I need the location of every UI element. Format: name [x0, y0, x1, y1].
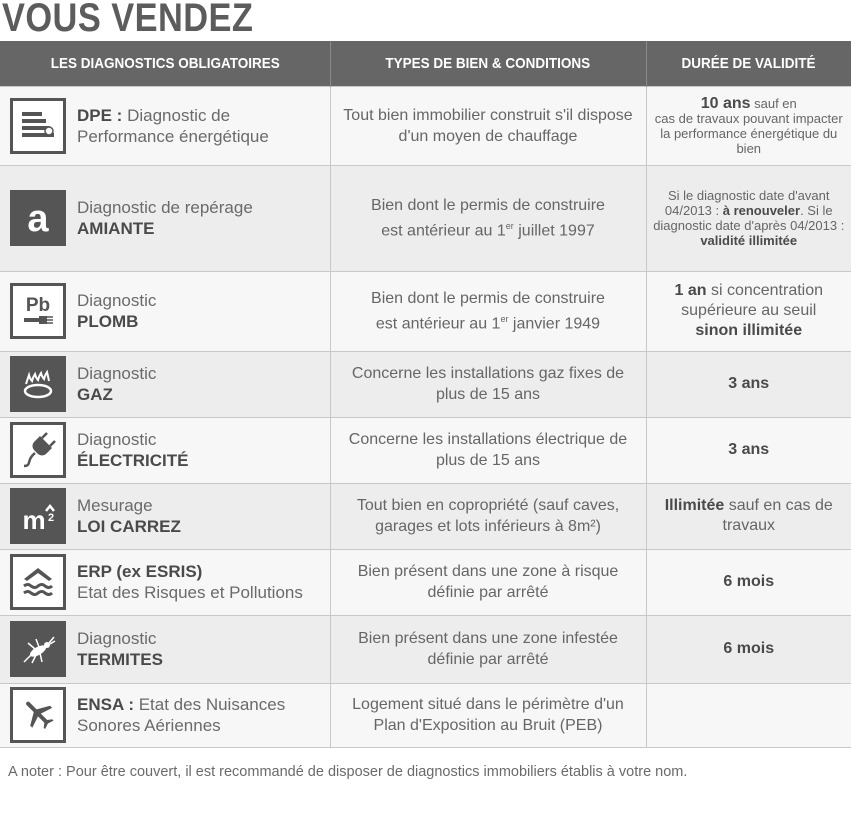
validity: 6 mois: [646, 615, 851, 683]
lead-pb-icon: [10, 283, 66, 339]
diagnostic-name: Mesurage LOI CARREZ: [77, 496, 181, 536]
flood-risk-icon: [10, 554, 66, 610]
header-validity: DURÉE DE VALIDITÉ: [646, 41, 851, 86]
table-row: [0, 271, 851, 351]
svg-text:2: 2: [47, 512, 55, 524]
property-conditions: Concerne les installations électrique de plus de 15 ans: [330, 417, 646, 483]
asbestos-a-icon: [10, 190, 66, 246]
property-conditions: Bien dont le permis de construire est antérieur au 1er janvier 1949: [330, 271, 646, 351]
table-row: [0, 86, 851, 165]
property-conditions: Bien présent dans une zone infestée définie par arrêté: [330, 615, 646, 683]
table-header-row: [0, 41, 851, 86]
property-conditions: Concerne les installations gaz fixes de plus de 15 ans: [330, 351, 646, 417]
table-row: [0, 165, 851, 271]
electric-plug-icon: [10, 422, 66, 478]
validity: 6 mois: [646, 549, 851, 615]
energy-label-icon: [10, 98, 66, 154]
property-conditions: Bien présent dans une zone à risque définie par arrêté: [330, 549, 646, 615]
validity: Si le diagnostic date d'avant 04/2013 : à renouveler. Si le diagnostic date d'après 04/2013 : validité illimitée: [646, 165, 851, 271]
property-conditions: Bien dont le permis de construire est antérieur au 1er juillet 1997: [330, 165, 646, 271]
property-conditions: Logement situé dans le périmètre d'un Plan d'Exposition au Bruit (PEB): [330, 683, 646, 747]
validity: Illimitée sauf en cas de travaux: [646, 483, 851, 549]
validity: 3 ans: [646, 417, 851, 483]
diagnostic-name: Diagnostic ÉLECTRICITÉ: [77, 430, 189, 470]
gas-burner-icon: [10, 356, 66, 412]
square-meter-icon: [10, 488, 66, 544]
header-diagnostics: LES DIAGNOSTICS OBLIGATOIRES: [0, 41, 330, 86]
table-row: [0, 615, 851, 683]
table-row: [0, 351, 851, 417]
footnote: A noter : Pour être couvert, il est recommandé de disposer de diagnostics immobiliers établis à votre nom.: [8, 764, 688, 780]
page-title: VOUS VENDEZ: [2, 0, 254, 40]
table-row: [0, 549, 851, 615]
termite-icon: [10, 621, 66, 677]
validity: [646, 683, 851, 747]
svg-text:a: a: [27, 198, 49, 238]
svg-text:Pb: Pb: [25, 295, 51, 316]
validity: 1 an si concentration supérieure au seuil sinon illimitée: [646, 271, 851, 351]
svg-text:m: m: [22, 505, 46, 535]
diagnostic-name: ERP (ex ESRIS) Etat des Risques et Pollutions: [77, 562, 303, 602]
diagnostic-name: ENSA : Etat des Nuisances Sonores Aériennes: [77, 695, 286, 735]
property-conditions: Tout bien immobilier construit s'il dispose d'un moyen de chauffage: [330, 86, 646, 165]
diagnostic-name: Diagnostic TERMITES: [77, 629, 163, 669]
diagnostic-name: Diagnostic PLOMB: [77, 291, 157, 331]
header-types: TYPES DE BIEN & CONDITIONS: [330, 41, 646, 86]
diagnostics-table: [0, 41, 851, 748]
property-conditions: Tout bien en copropriété (sauf caves, garages et lots inférieurs à 8m²): [330, 483, 646, 549]
table-row: [0, 417, 851, 483]
table-row: [0, 483, 851, 549]
diagnostic-name: Diagnostic GAZ: [77, 364, 157, 404]
diagnostic-name: Diagnostic de repérage AMIANTE: [77, 198, 253, 238]
diagnostic-name: DPE : Diagnostic de Performance énergétique: [77, 105, 269, 146]
validity: 3 ans: [646, 351, 851, 417]
airplane-icon: [10, 687, 66, 743]
validity: 10 ans sauf en cas de travaux pouvant impacter la performance énergétique du bien: [646, 86, 851, 165]
table-row: [0, 683, 851, 747]
